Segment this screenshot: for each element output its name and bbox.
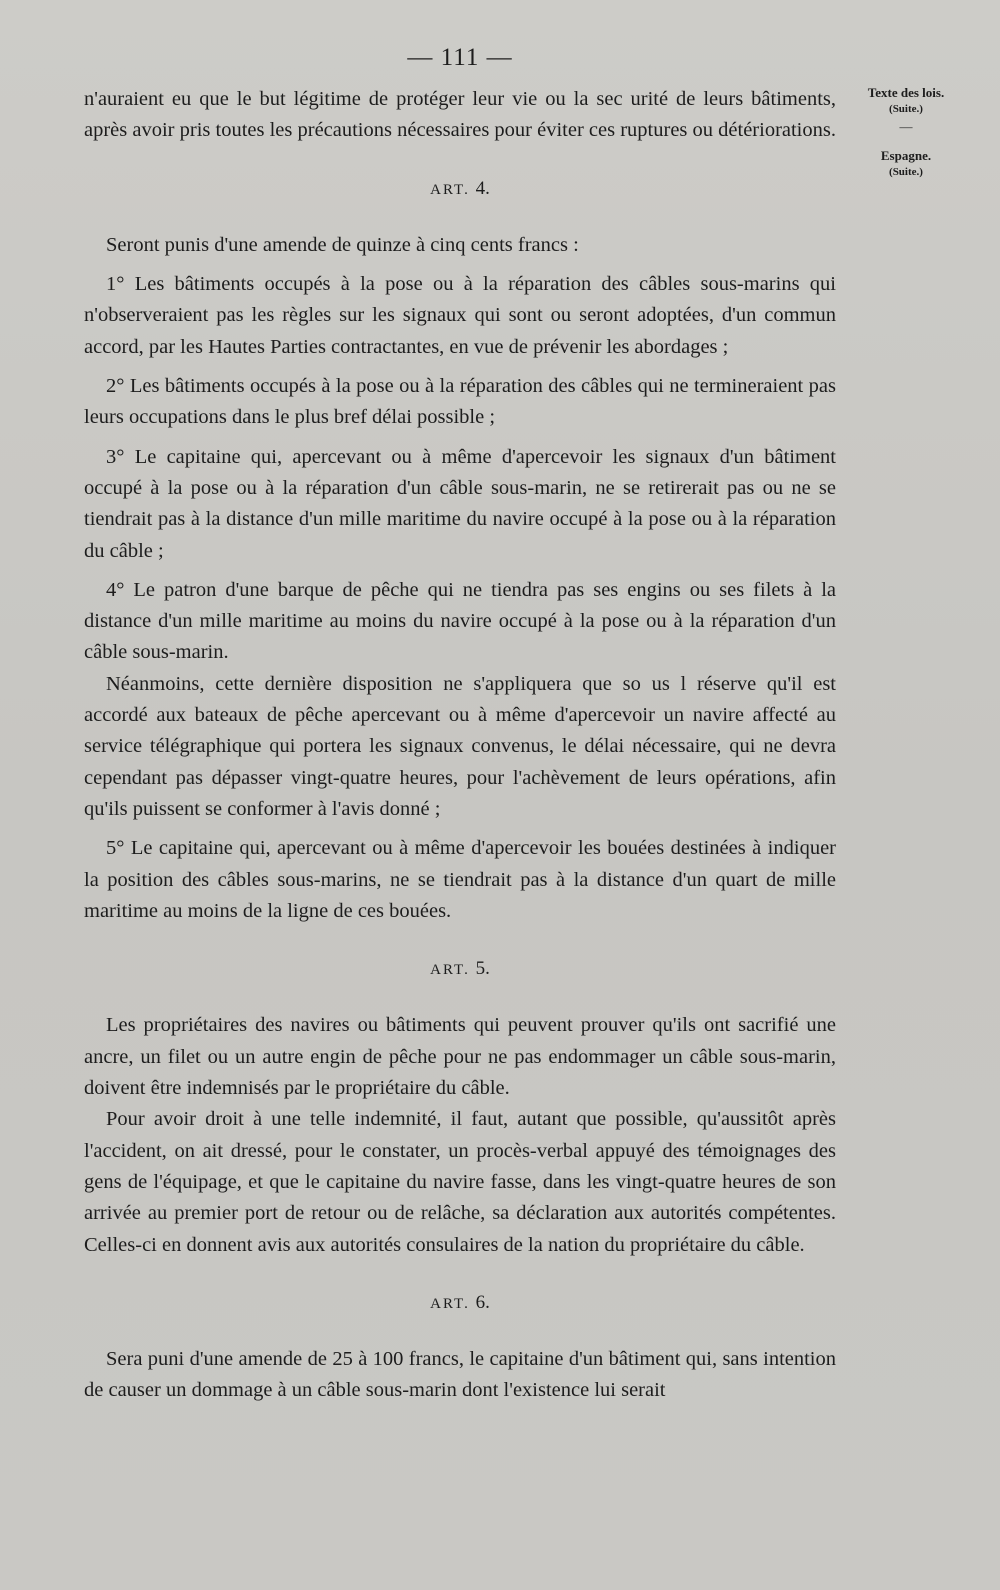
article-4-item-4-note: Néanmoins, cette dernière disposition ne s'appliquera que so us l réserve qu'il est accordé aux bateaux de pêche apercevant ou à même d'apercevoir un navire affecté au service télégraphique qui portera les signaux convenus, le délai nécessaire, qui ne devra cependant pas dépasser vingt-quatre heures, pour l'achèvement de leurs opérations, afin qu'ils puissent se conformer à l'avis donné ; — [84, 672, 836, 820]
article-label: ART. — [430, 962, 470, 979]
article-4-item-3: 3° Le capitaine qui, apercevant ou à même d'apercevoir les signaux d'un bâtiment occupé à la pose ou à la réparation d'un câble sous-marin, ne se retirerait pas ou ne se tiendrait pas à la distance d'un mille maritime du navire occupé à la pose ou à la réparation du câble ; — [84, 445, 836, 562]
article-5-paragraph-1: Les propriétaires des navires ou bâtiments qui peuvent prouver qu'ils ont sacrifié une ancre, un filet ou un autre engin de pêche pour ne pas endommager un câble sous-marin, doivent être indemnisés par le propriétaire du câble. — [84, 1014, 836, 1100]
article-number: 4. — [475, 177, 490, 199]
margin-country-suite: (Suite.) — [889, 166, 923, 178]
margin-section-suite: (Suite.) — [889, 103, 923, 115]
article-4-heading — [84, 173, 836, 206]
margin-country: Espagne. — [880, 148, 932, 163]
article-6-heading — [84, 1287, 836, 1320]
article-4-item-5: 5° Le capitaine qui, apercevant ou à même d'apercevoir les bouées destinées à indiquer la position des câbles sous-marins, ne se tiendrait pas à la distance d'un quart de mille maritime au moins de la ligne de ces bouées. — [84, 837, 836, 922]
article-4-item-2: 2° Les bâtiments occupés à la pose ou à la réparation des câbles qui ne termineraient pas leurs occupations dans le plus bref délai possible ; — [84, 375, 836, 429]
article-6-paragraph-1: Sera puni d'une amende de 25 à 100 francs, le capitaine d'un bâtiment qui, sans intention de causer un dommage à un câble sous-marin dont l'existence lui serait — [84, 1348, 836, 1402]
article-5-paragraph-2: Pour avoir droit à une telle indemnité, il faut, autant que possible, qu'aussitôt après l'accident, on ait dressé, pour le constater, un procès-verbal appuyé des témoignages des gens de l'équipage, et que le capitaine du navire fasse, dans les vingt-quatre heures de son arrivée au premier port de retour ou de relâche, sa déclaration aux autorités compétentes. Celles-ci en donnent avis aux autorités consulaires de la nation du propriétaire du câble. — [84, 1108, 836, 1256]
main-text — [84, 84, 836, 1407]
paragraph-intro: n'auraient eu que le but légitime de protéger leur vie ou la sec urité de leurs bâtiments, après avoir pris toutes les précautions nécessaires pour éviter ces ruptures ou détériorations. — [84, 88, 836, 142]
article-number: 5. — [475, 958, 490, 980]
article-4-item-4: 4° Le patron d'une barque de pêche qui ne tiendra pas ses engins ou ses filets à la distance d'un mille maritime au moins du navire occupé à la pose ou à la réparation d'un câble sous-marin. — [84, 578, 836, 664]
page-number: — 111 — — [407, 44, 513, 71]
article-label: ART. — [430, 181, 470, 198]
margin-dash: — — [899, 119, 913, 134]
margin-note — [846, 84, 966, 181]
article-4-intro: Seront punis d'une amende de quinze à cinq cents francs : — [106, 233, 579, 256]
article-4-item-1: 1° Les bâtiments occupés à la pose ou à la réparation des câbles sous-marins qui n'observeraient pas les règles sur les signaux qui sont ou seront adoptées, d'un commun accord, par les Hautes Parties contractantes, en vue de prévenir les abordages ; — [84, 273, 836, 358]
article-5-heading — [84, 953, 836, 986]
article-label: ART. — [430, 1295, 470, 1312]
margin-section-title: Texte des lois. — [867, 85, 945, 100]
article-number: 6. — [475, 1291, 490, 1313]
